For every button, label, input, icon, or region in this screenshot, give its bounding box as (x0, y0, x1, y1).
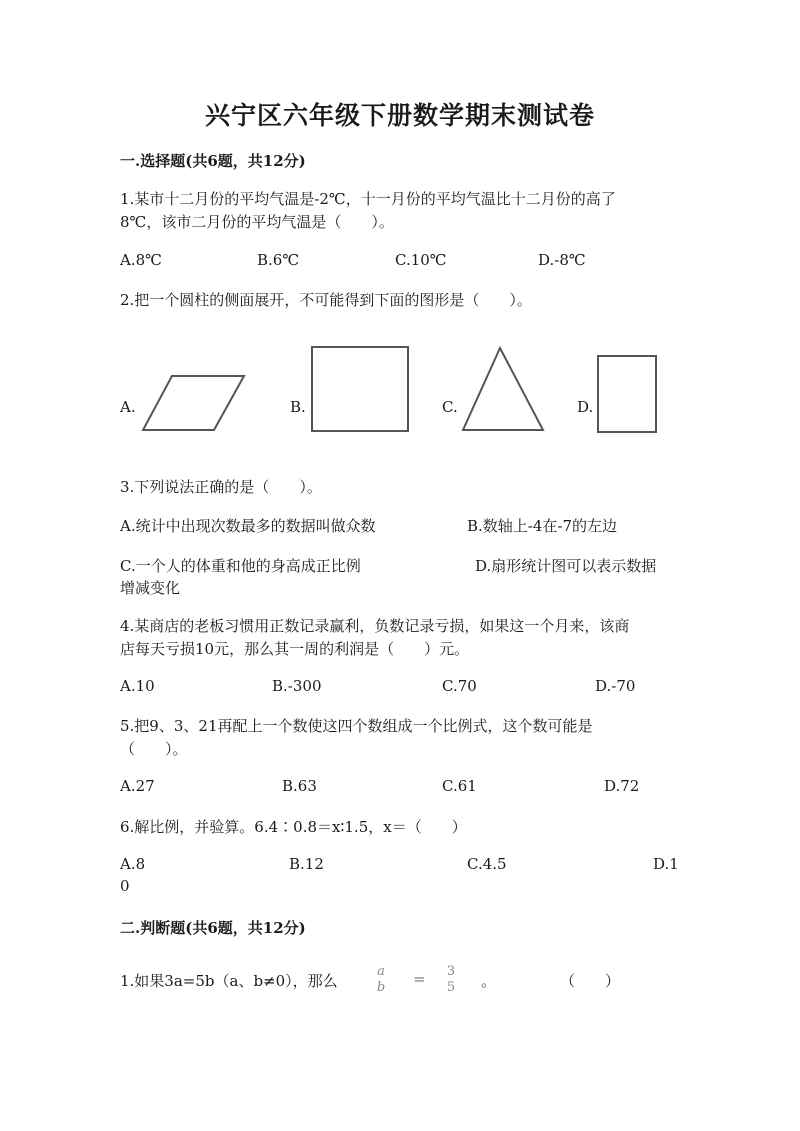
question-1-line-2: 8℃，该市二月份的平均气温是（ ）。 (120, 213, 394, 231)
judgement-1-answer-paren: （ ） (560, 972, 621, 990)
square-figure (310, 345, 410, 433)
equals-sign: = (413, 970, 426, 988)
question-5-option-b: B.63 (282, 777, 317, 795)
section-heading-judgement: 二.判断题(共6题，共12分) (120, 919, 306, 937)
question-3-line-1: 3.下列说法正确的是（ ）。 (120, 478, 322, 496)
question-6-option-d-wrap: 0 (120, 877, 130, 895)
question-6-option-d: D.1 (653, 855, 679, 873)
question-6-line-1: 6.解比例，并验算。6.4∶0.8＝x∶1.5，x＝（ ） (120, 818, 467, 836)
fraction-a-numerator: a (377, 964, 385, 979)
question-4-option-c: C.70 (442, 677, 477, 695)
section-heading-choice: 一.选择题(共6题，共12分) (120, 152, 306, 170)
question-2-label-b: B. (290, 398, 306, 416)
question-1-line-1: 1.某市十二月份的平均气温是-2℃，十一月份的平均气温比十二月份的高了 (120, 190, 616, 208)
page-title: 兴宁区六年级下册数学期末测试卷 (204, 101, 595, 130)
question-5-line-2: （ ）。 (120, 740, 188, 758)
fraction-3-numerator: 3 (446, 964, 456, 979)
question-3-option-c: C.一个人的体重和他的身高成正比例 (120, 557, 361, 575)
question-5-option-d: D.72 (604, 777, 640, 795)
fraction-5-denominator: 5 (446, 980, 456, 995)
question-4-line-2: 店每天亏损10元，那么其一周的利润是（ ）元。 (120, 640, 470, 658)
question-2-label-a: A. (120, 398, 136, 416)
fraction-a-denominator: b (376, 980, 386, 995)
question-2-line-1: 2.把一个圆柱的侧面展开，不可能得到下面的图形是（ ）。 (120, 291, 532, 309)
question-3-option-b: B.数轴上-4在-7的左边 (467, 517, 618, 535)
fraction-a-over-b (371, 964, 391, 996)
question-1-option-b: B.6℃ (257, 251, 300, 269)
question-4-option-a: A.10 (120, 677, 155, 695)
question-4-option-d: D.-70 (595, 677, 636, 695)
question-1-option-c: C.10℃ (395, 251, 447, 269)
question-3-option-a: A.统计中出现次数最多的数据叫做众数 (120, 517, 376, 535)
fraction-three-fifths (441, 964, 461, 996)
question-2-label-d: D. (577, 398, 594, 416)
question-4-option-b: B.-300 (272, 677, 322, 695)
parallelogram-figure (140, 372, 250, 434)
question-1-option-d: D.-8℃ (538, 251, 586, 269)
question-3-option-d-wrap: 增减变化 (120, 579, 181, 597)
rectangle-figure (596, 354, 658, 434)
question-1-option-a: A.8℃ (120, 251, 162, 269)
question-4-line-1: 4.某商店的老板习惯用正数记录赢利，负数记录亏损，如果这一个月来，该商 (120, 617, 630, 635)
question-5-line-1: 5.把9、3、21再配上一个数使这四个数组成一个比例式，这个数可能是 (120, 717, 593, 735)
question-5-option-a: A.27 (120, 777, 155, 795)
question-6-option-c: C.4.5 (467, 855, 507, 873)
question-5-option-c: C.61 (442, 777, 477, 795)
judgement-1-text: 1.如果3a=5b（a、b≠0），那么 (120, 972, 338, 990)
triangle-figure (460, 345, 546, 433)
question-2-label-c: C. (442, 398, 458, 416)
question-6-option-a: A.8 (120, 855, 146, 873)
question-3-option-d: D.扇形统计图可以表示数据 (475, 557, 657, 575)
judgement-1-period: 。 (481, 972, 497, 990)
question-6-option-b: B.12 (289, 855, 324, 873)
